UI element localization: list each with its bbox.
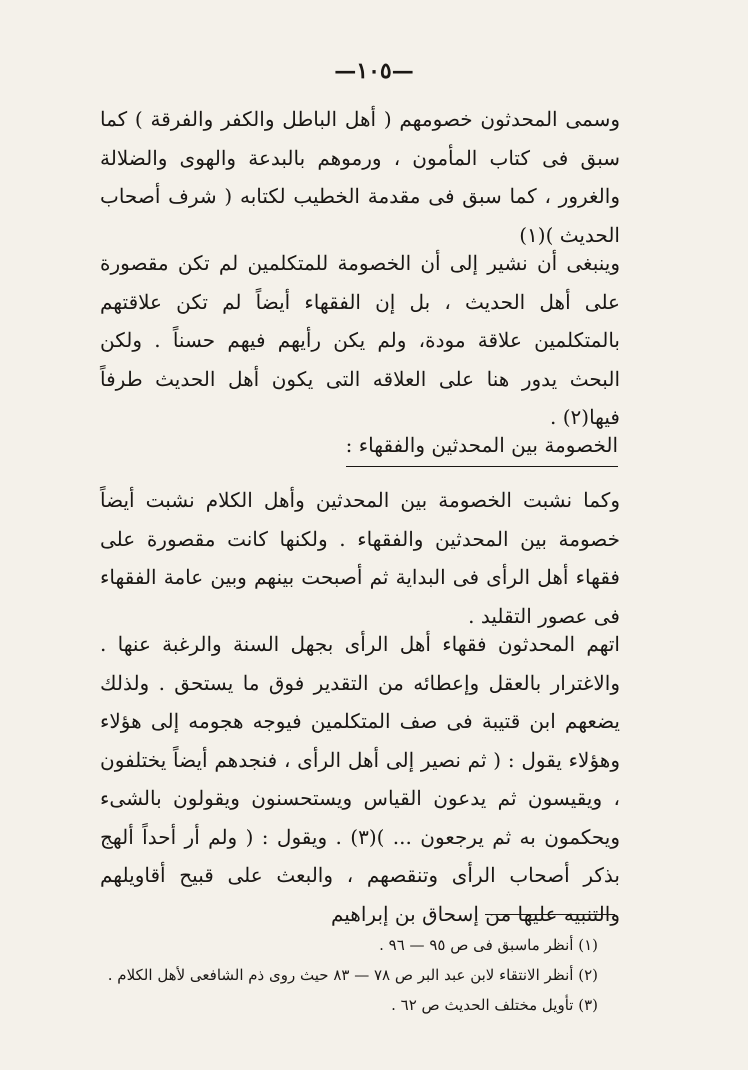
footnote-3: (٣) تأويل مختلف الحديث ص ٦٢ . <box>391 996 598 1014</box>
paragraph-1: وسمى المحدثون خصومهم ( أهل الباطل والكفر والفرقة ) كما سبق فى كتاب المأمون ، ورموهم بالبدعة والهوى والضلالة والغرور ، كما سبق فى مقدمة الخطيب لكتابه ( شرف أصحاب الحديث )(١) <box>100 107 620 247</box>
section-heading: الخصومة بين المحدثين والفقهاء : <box>346 426 618 467</box>
footnote-1: (١) أنظر ماسبق فى ص ٩٥ — ٩٦ . <box>379 936 598 954</box>
page-number: —١٠٥— <box>334 58 414 84</box>
paragraph-3: وكما نشبت الخصومة بين المحدثين وأهل الكلام نشبت أيضاً خصومة بين المحدثين والفقهاء . ولكنها كانت مقصورة على فقهاء أهل الرأى فى البداية ثم أصبحت بينهم وبين عامة الفقهاء فى عصور التقليد . <box>100 488 620 628</box>
paragraph-4: اتهم المحدثون فقهاء أهل الرأى بجهل السنة والرغبة عنها . والاغترار بالعقل وإعطائه من التقدير فوق ما يستحق . ولذلك يضعهم ابن قتيبة فى صف المتكلمين فيوجه هجومه إلى هؤلاء وهؤلاء يقول : ( ثم نصير إلى أهل الرأى ، فنجدهم أيضاً يختلفون ، ويقيسون ثم يدعون القياس ويستحسنون ويقولون بالشىء ويحكمون به ثم يرجعون ... )(٣) . ويقول : ( ولم أر أحداً ألهج بذكر أصحاب الرأى وتنقصهم ، والبعث على قبيح أقاويلهم والتنبيه عليها من إسحاق بن إبراهيم <box>100 632 621 926</box>
footnote-separator <box>485 914 615 915</box>
paragraph-2: وينبغى أن نشير إلى أن الخصومة للمتكلمين لم تكن مقصورة على أهل الحديث ، بل إن الفقهاء أيضاً لم تكن علاقتهم بالمتكلمين علاقة مودة، ولم يكن رأيهم فيهم حسناً . ولكن البحث يدور هنا على العلاقه التى يكون أهل الحديث طرفاً فيها(٢) . <box>100 251 620 429</box>
footnote-2: (٢) أنظر الانتقاء لابن عبد البر ص ٧٨ — ٨٣ حيث روى ذم الشافعى لأهل الكلام . <box>107 966 598 984</box>
footnotes <box>107 930 598 1020</box>
